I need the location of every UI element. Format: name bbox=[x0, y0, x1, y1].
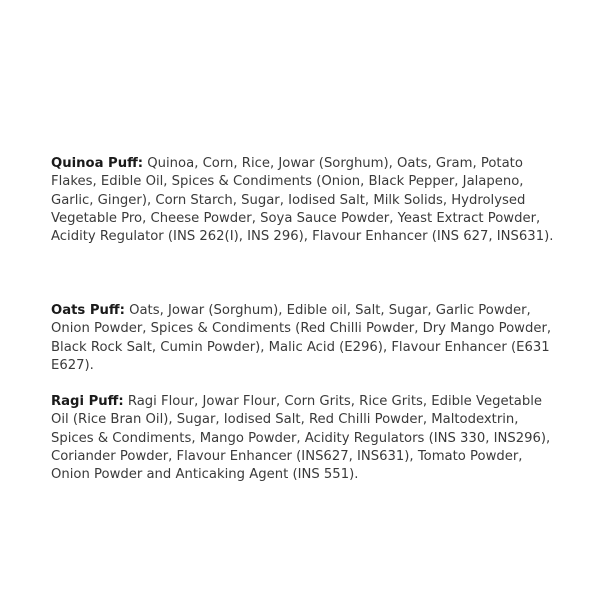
ragi-puff-title: Ragi Puff: bbox=[51, 394, 124, 409]
oats-puff-title: Oats Puff: bbox=[51, 303, 125, 318]
quinoa-puff-ingredients bbox=[51, 155, 563, 246]
oats-puff-ingredient-list: Oats, Jowar (Sorghum), Edible oil, Salt, Sugar, Garlic Powder, Onion Powder, Spices & Condiments (Red Chilli Powder, Dry Mango Powder, Black Rock Salt, Cumin Powder), Malic Acid (E296), Flavour Enhancer (E631 E627). bbox=[51, 303, 552, 373]
oats-puff-ingredients bbox=[51, 302, 563, 375]
ragi-puff-ingredients bbox=[51, 393, 563, 484]
ragi-puff-ingredient-list: Ragi Flour, Jowar Flour, Corn Grits, Rice Grits, Edible Vegetable Oil (Rice Bran Oil), Sugar, Iodised Salt, Red Chilli Powder, Maltodextrin, Spices & Condiments, Mango Powder, Acidity Regulators (INS 330, INS296), Coriander Powder, Flavour Enhancer (INS627, INS631), Tomato Powder, Onion Powder and Anticaking Agent (INS 551). bbox=[51, 394, 551, 483]
quinoa-puff-title: Quinoa Puff: bbox=[51, 156, 144, 171]
quinoa-puff-ingredient-list: Quinoa, Corn, Rice, Jowar (Sorghum), Oats, Gram, Potato Flakes, Edible Oil, Spices & Condiments (Onion, Black Pepper, Jalapeno, Garlic, Ginger), Corn Starch, Sugar, Iodised Salt, Milk Solids, Hydrolysed Vegetable Pro, Cheese Powder, Soya Sauce Powder, Yeast Extract Powder, Acidity Regulator (INS 262(I), INS 296), Flavour Enhancer (INS 627, INS631). bbox=[51, 156, 554, 245]
